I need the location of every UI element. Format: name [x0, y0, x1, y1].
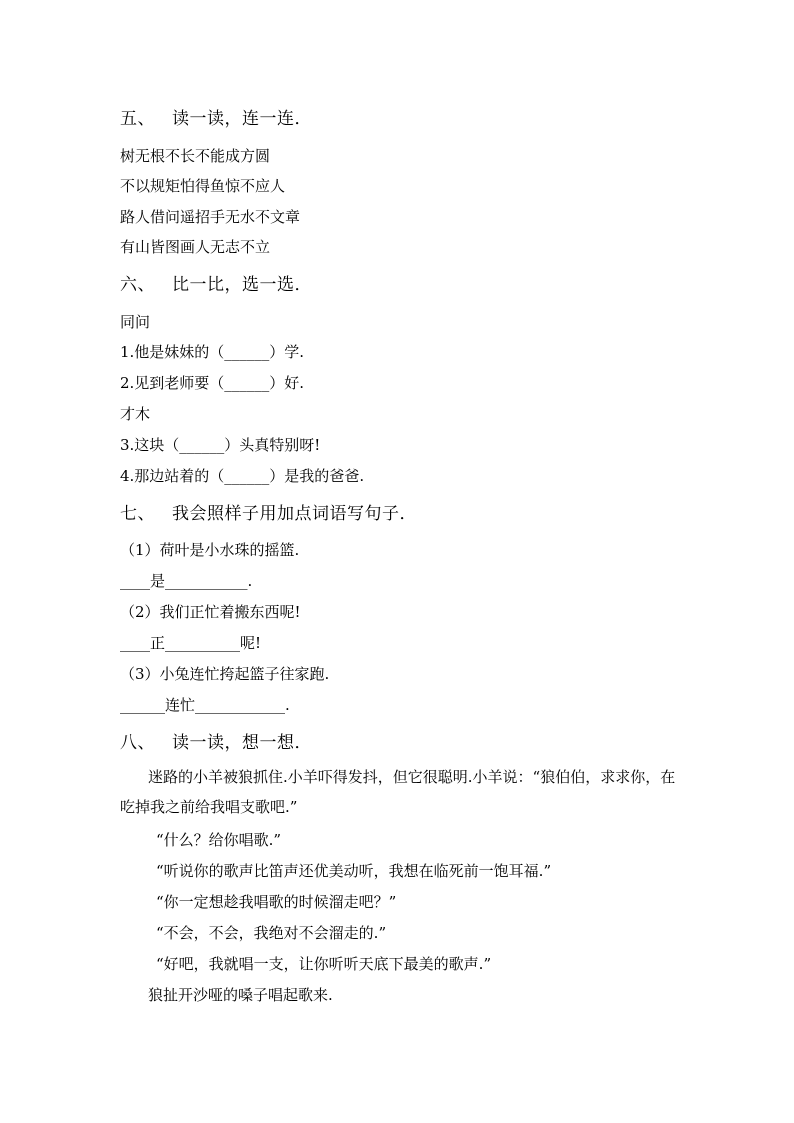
dialogue-4: “不会，不会，我绝对不会溜走的.”: [156, 924, 387, 942]
section-number: 八、: [120, 733, 155, 753]
answer-blank-2[interactable]: ____正__________呢!: [120, 634, 262, 652]
section-number: 七、: [120, 504, 155, 524]
dialogue-2: “听说你的歌声比笛声还优美动听，我想在临死前一饱耳福.”: [156, 862, 552, 880]
example-1: （1）荷叶是小水珠的摇篮.: [120, 541, 300, 559]
section-number: 五、: [120, 109, 155, 129]
story-paragraph-2: 狼扯开沙哑的嗓子唱起歌来.: [148, 986, 333, 1004]
word-group-2: 才木: [120, 405, 151, 423]
word-group-1: 同问: [120, 313, 151, 331]
match-line-2: 不以规矩怕得鱼惊不应人: [120, 177, 286, 195]
match-line-4: 有山皆图画人无志不立: [120, 238, 271, 256]
section-title: 读一读，连一连．: [172, 109, 312, 129]
answer-blank-1[interactable]: ____是___________.: [120, 572, 253, 590]
section-title: 读一读，想一想．: [172, 733, 312, 753]
answer-blank-3[interactable]: ______连忙____________.: [120, 696, 290, 714]
example-3: （3）小兔连忙挎起篮子往家跑.: [120, 665, 330, 683]
dialogue-5: “好吧，我就唱一支，让你听听天底下最美的歌声.”: [156, 955, 492, 973]
section-title: 比一比，选一选．: [172, 275, 312, 295]
story-paragraph-1: 迷路的小羊被狼抓住.小羊吓得发抖，但它很聪明.小羊说：“狼伯伯，求求你，在吃掉我之前给我唱支歌吧.”: [120, 768, 676, 816]
dialogue-1: “什么？给你唱歌.”: [156, 831, 282, 849]
match-line-1: 树无根不长不能成方圆: [120, 147, 271, 165]
question-1: 1.他是妹妹的（______）学.: [120, 343, 305, 361]
example-2: （2）我们正忙着搬东西呢!: [120, 603, 301, 621]
question-2: 2.见到老师要（______）好.: [120, 374, 305, 392]
question-4: 4.那边站着的（______）是我的爸爸.: [120, 467, 365, 485]
section-title: 我会照样子用加点词语写句子．: [172, 504, 417, 524]
section-seven-heading: [120, 503, 417, 525]
question-3: 3.这块（______）头真特别呀!: [120, 436, 321, 454]
section-five-heading: [120, 108, 312, 130]
section-number: 六、: [120, 275, 155, 295]
section-eight-heading: [120, 732, 312, 754]
dialogue-3: “你一定想趁我唱歌的时候溜走吧？”: [156, 893, 397, 911]
match-line-3: 路人借问遥招手无水不文章: [120, 208, 301, 226]
section-six-heading: [120, 274, 312, 296]
